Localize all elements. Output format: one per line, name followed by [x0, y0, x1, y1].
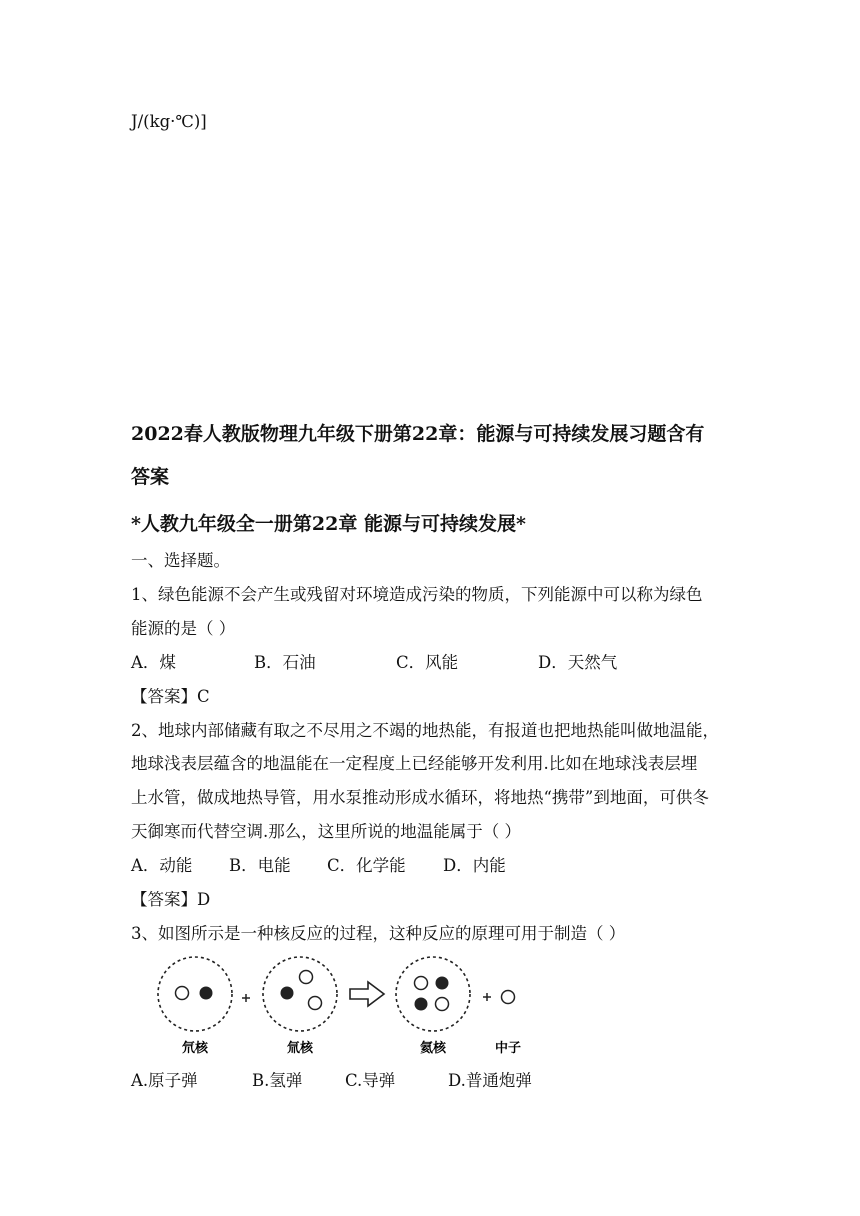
section-heading: 一、选择题。 — [131, 551, 230, 570]
question-2-stem-line-4: 天御寒而代替空调.那么，这里所说的地温能属于（ ） — [131, 822, 521, 841]
proton-particle — [415, 977, 428, 990]
label-deuterium: 氘核 — [181, 1041, 209, 1056]
neutron-particle — [415, 998, 428, 1011]
question-1-option-d: D．天然气 — [538, 653, 618, 672]
proton-particle — [176, 987, 189, 1000]
neutron-particle — [436, 977, 449, 990]
question-2-option-c: C．化学能 — [327, 856, 406, 875]
label-neutron: 中子 — [494, 1041, 522, 1056]
proton-particle — [300, 971, 313, 984]
question-2-stem-line-2: 地球浅表层蕴含的地温能在一定程度上已经能够开发利用.比如在地球浅表层埋 — [131, 754, 698, 773]
question-2-option-a: A．动能 — [131, 856, 193, 875]
question-3-option-b: B.氢弹 — [252, 1071, 303, 1090]
question-3-option-c: C.导弹 — [345, 1071, 396, 1090]
question-2-option-d: D．内能 — [443, 856, 506, 875]
label-tritium: 氚核 — [286, 1041, 314, 1056]
question-2-option-b: B．电能 — [229, 856, 291, 875]
reaction-arrow-icon — [350, 982, 384, 1006]
document-title-line-2: 答案 — [131, 466, 170, 488]
neutron-particle — [281, 987, 294, 1000]
question-2-stem-line-3: 上水管，做成地热导管，用水泵推动形成水循环，将地热“携带”到地面，可供冬 — [131, 788, 709, 807]
question-1-answer: 【答案】C — [131, 687, 210, 706]
question-1-stem-line-2: 能源的是（ ） — [131, 619, 236, 638]
tritium-nucleus-boundary — [263, 957, 337, 1031]
plus-sign-2 — [483, 993, 491, 1001]
top-fragment: J/(kg·℃)] — [131, 112, 207, 131]
question-1-option-a: A．煤 — [131, 653, 176, 672]
nuclear-reaction-figure — [131, 948, 547, 1060]
nuclear-reaction-diagram — [131, 948, 547, 1060]
question-3-stem-line-1: 3、如图所示是一种核反应的过程，这种反应的原理可用于制造（ ） — [131, 924, 626, 943]
neutron-particle — [309, 997, 322, 1010]
question-3-option-a: A.原子弹 — [131, 1071, 198, 1090]
deuterium-nucleus-boundary — [158, 957, 232, 1031]
question-1-stem-line-1: 1、绿色能源不会产生或残留对环境造成污染的物质，下列能源中可以称为绿色 — [131, 585, 703, 604]
neutron-particle — [200, 987, 213, 1000]
plus-sign-1 — [242, 994, 250, 1002]
document-title-line-1: 2022春人教版物理九年级下册第22章：能源与可持续发展习题含有 — [131, 423, 705, 445]
helium-nucleus-boundary — [396, 957, 470, 1031]
question-1-option-c: C．风能 — [396, 653, 459, 672]
question-2-answer: 【答案】D — [131, 890, 211, 909]
question-1-option-b: B．石油 — [254, 653, 316, 672]
document-subtitle: *人教九年级全一册第22章 能源与可持续发展* — [131, 513, 526, 535]
free-neutron-particle — [502, 991, 515, 1004]
question-3-option-d: D.普通炮弹 — [448, 1071, 532, 1090]
question-2-stem-line-1: 2、地球内部储藏有取之不尽用之不竭的地热能，有报道也把地热能叫做地温能， — [131, 721, 719, 740]
label-helium: 氦核 — [419, 1041, 447, 1056]
proton-particle — [436, 998, 449, 1011]
